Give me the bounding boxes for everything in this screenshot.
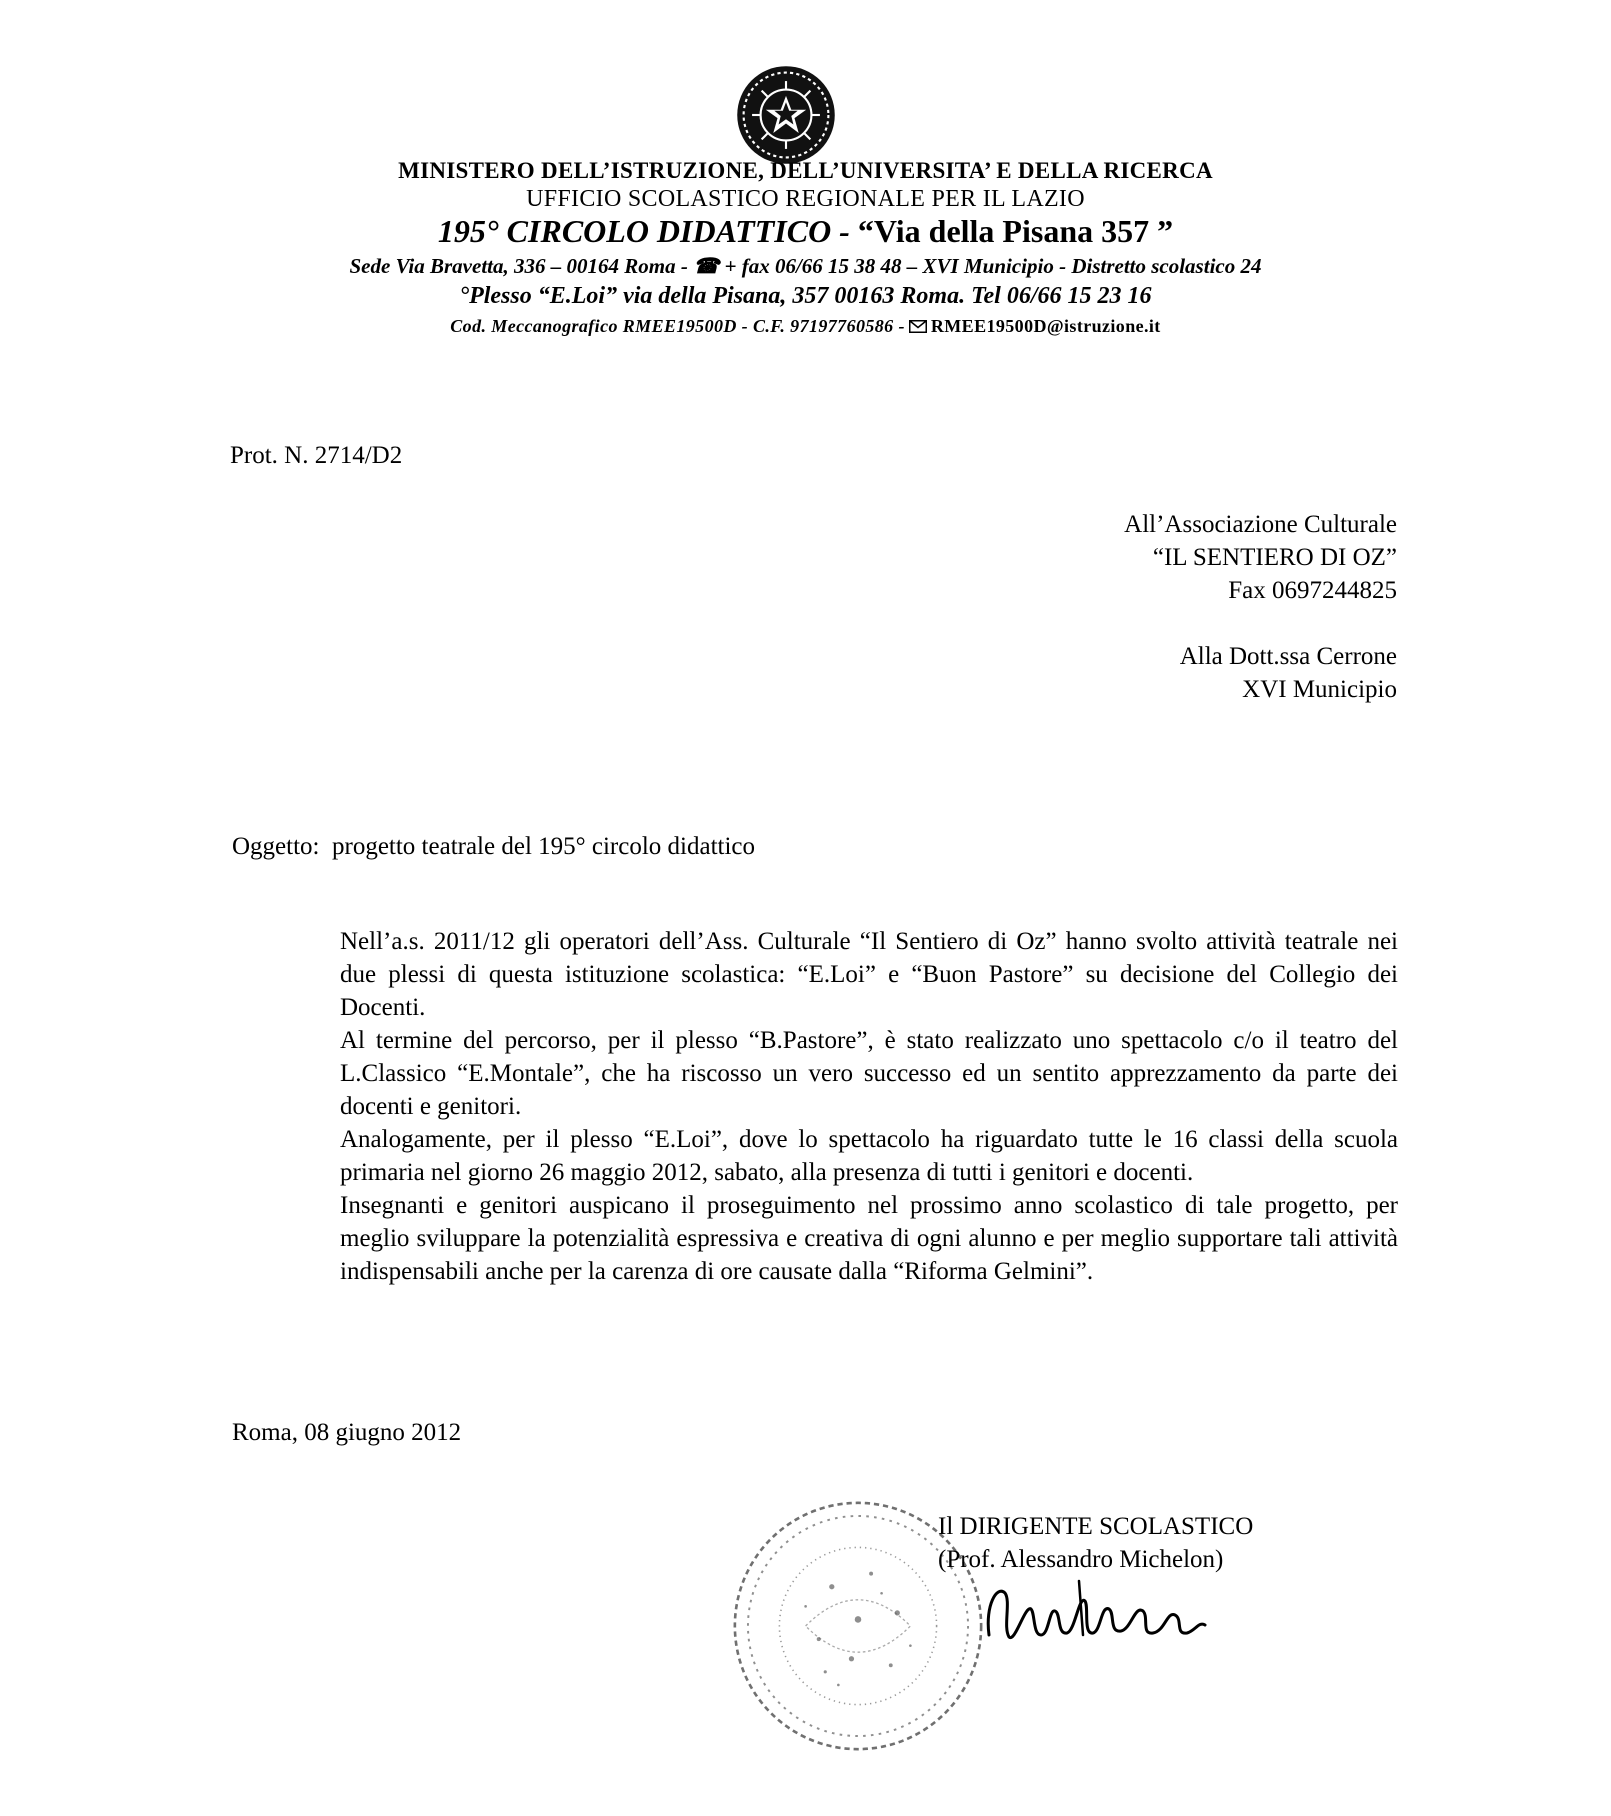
envelope-icon [909,320,927,333]
recipient-line: Fax 0697244825 [1228,577,1397,604]
body-paragraph: Nell’a.s. 2011/12 gli operatori dell’Ass. Culturale “Il Sentiero di Oz” hanno svolto attività teatrale nei due plessi di questa istituzione scolastica: “E.Loi” e “Buon Pastore” su decisione del Collegio dei Docenti. [340,928,1398,1021]
recipient-block-municipio [1180,640,1397,706]
handwritten-signature-icon [975,1565,1215,1655]
letter-body [340,925,1398,1288]
email-address: RMEE19500D@istruzione.it [930,316,1161,336]
protocol-number: Prot. N. 2714/D2 [230,442,403,469]
school-name-line [0,213,1611,250]
regional-office: UFFICIO SCOLASTICO REGIONALE PER IL LAZIO [526,186,1085,212]
body-paragraph: Analogamente, per il plesso “E.Loi”, dove lo spettacolo ha riguardato tutte le 16 classi della scuola primaria nel giorno 26 maggio 2012, sabato, alla presenza di tutti i genitori e docenti. [340,1126,1398,1186]
recipient-line: “IL SENTIERO DI OZ” [1152,544,1397,571]
recipient-line: All’Associazione Culturale [1124,511,1397,538]
codes-prefix: Cod. Meccanografico RMEE19500D - C.F. 97197760586 - [450,316,905,336]
recipient-line: Alla Dott.ssa Cerrone [1179,643,1397,670]
italian-republic-emblem-icon [733,62,839,168]
ministry-name: MINISTERO DELL’ISTRUZIONE, DELL’UNIVERSITA’ E DELLA RICERCA [398,158,1213,183]
subject-line: Oggetto: progetto teatrale del 195° circolo didattico [232,833,756,860]
body-paragraph: Al termine del percorso, per il plesso “B.Pastore”, è stato realizzato uno spettacolo c/o il teatro del L.Classico “E.Montale”, che ha riscosso un vero successo ed un sentito apprezzamento da parte dei docenti e genitori. [340,1027,1398,1120]
school-name: 195° CIRCOLO DIDATTICO - [437,213,858,249]
sede-address-line: Sede Via Bravetta, 336 – 00164 Roma - ☎ + fax 06/66 15 38 48 – XVI Municipio - Distretto scolastico 24 [349,254,1262,278]
signatory-name: (Prof. Alessandro Michelon) [938,1546,1224,1573]
signatory-role: Il DIRIGENTE SCOLASTICO [938,1513,1254,1540]
school-address: “Via della Pisana 357 ” [857,213,1174,249]
body-paragraph: Insegnanti e genitori auspicano il proseguimento nel prossimo anno scolastico di tale progetto, per meglio sviluppare la potenzialità espressiva e creativa di ogni alunno e per meglio supportare tali attività indispensabili anche per la carenza di ore causate dalla “Riforma Gelmini”. [340,1192,1398,1285]
recipient-line: XVI Municipio [1242,676,1397,703]
plesso-address-line: °Plesso “E.Loi” via della Pisana, 357 00163 Roma. Tel 06/66 15 23 16 [459,283,1152,309]
recipient-block-association [1124,508,1397,607]
codes-line [0,316,1611,337]
place-date: Roma, 08 giugno 2012 [232,1419,462,1446]
